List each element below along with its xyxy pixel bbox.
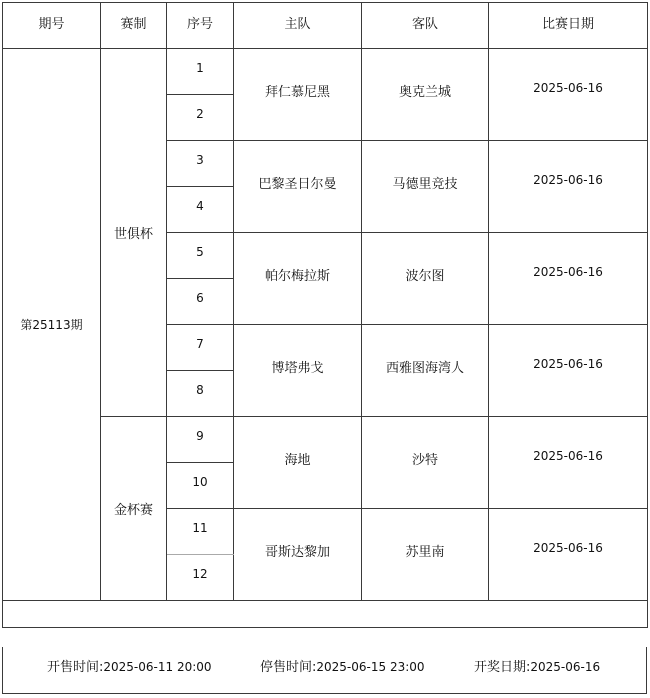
match-date-cell: 2025-06-16 [489, 141, 648, 233]
match-date-cell: 2025-06-16 [489, 49, 648, 141]
seq-cell: 7 [167, 325, 234, 371]
seq-cell: 9 [167, 417, 234, 463]
table-row [3, 49, 648, 95]
match-date-cell: 2025-06-16 [489, 325, 648, 417]
seq-cell: 3 [167, 141, 234, 187]
home-team-cell: 博塔弗戈 [234, 325, 362, 417]
sale-start-label: 开售时间: [47, 660, 104, 675]
header-away: 客队 [362, 3, 489, 49]
seq-cell: 2 [167, 95, 234, 141]
draw-date-label: 开奖日期: [474, 660, 531, 675]
header-date: 比赛日期 [489, 3, 648, 49]
away-team-cell: 马德里竞技 [362, 141, 489, 233]
header-row [3, 3, 648, 49]
sale-stop-value: 2025-06-15 23:00 [316, 660, 425, 674]
seq-cell: 10 [167, 463, 234, 509]
group-cell: 世俱杯 [101, 49, 167, 417]
period-cell: 第25113期 [3, 49, 101, 601]
blank-row [3, 601, 648, 628]
match-date-cell: 2025-06-16 [489, 233, 648, 325]
draw-date-value: 2025-06-16 [530, 660, 601, 674]
match-date-cell: 2025-06-16 [489, 417, 648, 509]
home-team-cell: 巴黎圣日尔曼 [234, 141, 362, 233]
sale-start [47, 656, 212, 675]
header-home: 主队 [234, 3, 362, 49]
home-team-cell: 帕尔梅拉斯 [234, 233, 362, 325]
schedule-table [2, 2, 648, 628]
seq-cell: 5 [167, 233, 234, 279]
header-seq: 序号 [167, 3, 234, 49]
group-cell: 金杯赛 [101, 417, 167, 601]
seq-cell: 12 [167, 555, 234, 601]
sale-start-value: 2025-06-11 20:00 [103, 660, 212, 674]
seq-cell: 1 [167, 49, 234, 95]
sale-stop [260, 656, 425, 675]
header-format: 赛制 [101, 3, 167, 49]
header-period: 期号 [3, 3, 101, 49]
seq-cell: 6 [167, 279, 234, 325]
away-team-cell: 沙特 [362, 417, 489, 509]
home-team-cell: 哥斯达黎加 [234, 509, 362, 601]
sale-info-footer [2, 647, 647, 694]
away-team-cell: 西雅图海湾人 [362, 325, 489, 417]
away-team-cell: 苏里南 [362, 509, 489, 601]
home-team-cell: 海地 [234, 417, 362, 509]
match-date-cell: 2025-06-16 [489, 509, 648, 601]
away-team-cell: 奥克兰城 [362, 49, 489, 141]
sale-stop-label: 停售时间: [260, 660, 317, 675]
seq-cell: 11 [167, 509, 234, 555]
seq-cell: 8 [167, 371, 234, 417]
away-team-cell: 波尔图 [362, 233, 489, 325]
seq-cell: 4 [167, 187, 234, 233]
home-team-cell: 拜仁慕尼黑 [234, 49, 362, 141]
draw-date [474, 656, 600, 675]
blank-cell [3, 601, 648, 628]
